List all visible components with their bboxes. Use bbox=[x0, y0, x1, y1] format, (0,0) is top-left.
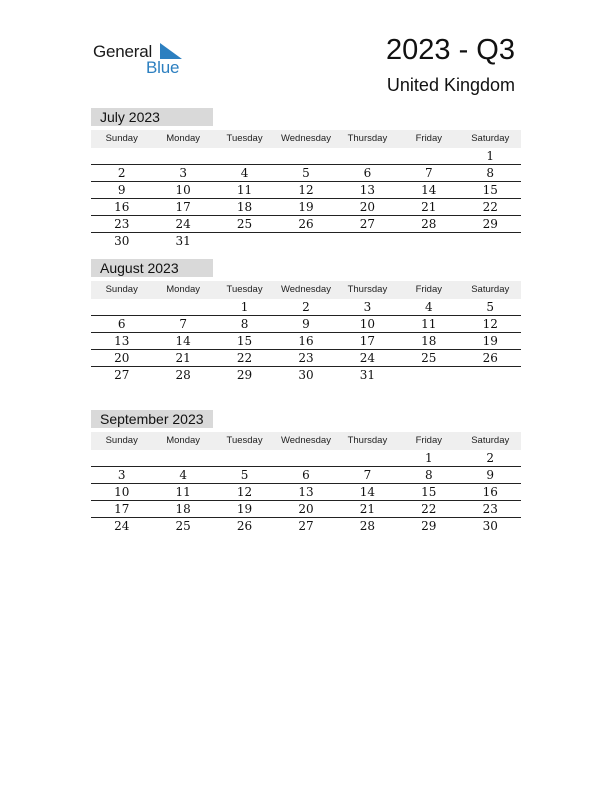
day-cell bbox=[214, 450, 275, 466]
day-cell bbox=[275, 233, 336, 249]
month-title: July 2023 bbox=[91, 108, 213, 126]
day-cell bbox=[398, 148, 459, 164]
day-cell: 9 bbox=[117, 183, 126, 197]
day-cell: 4 bbox=[425, 300, 433, 314]
month-september bbox=[91, 410, 521, 534]
day-cell: 12 bbox=[482, 317, 498, 331]
day-cell: 23 bbox=[482, 502, 498, 516]
day-cell: 26 bbox=[236, 519, 253, 533]
day-cell: 13 bbox=[298, 485, 314, 499]
day-cell: 11 bbox=[236, 183, 253, 197]
week-row bbox=[91, 350, 521, 367]
week-row bbox=[91, 299, 521, 316]
day-cell: 17 bbox=[114, 502, 130, 516]
week-row bbox=[91, 501, 521, 518]
day-cell: 1 bbox=[240, 300, 249, 314]
day-cell: 22 bbox=[236, 351, 253, 365]
weekday-label: Wednesday bbox=[280, 284, 331, 295]
day-cell: 21 bbox=[175, 351, 191, 365]
week-row bbox=[91, 233, 521, 249]
weekday-label: Friday bbox=[415, 435, 443, 446]
page-subtitle: United Kingdom bbox=[386, 75, 515, 95]
weekday-label: Sunday bbox=[105, 284, 138, 295]
day-cell: 20 bbox=[114, 351, 130, 365]
week-row bbox=[91, 518, 521, 534]
day-cell: 21 bbox=[359, 502, 376, 516]
day-cell bbox=[152, 148, 213, 164]
day-cell: 19 bbox=[236, 502, 253, 516]
month-july bbox=[91, 108, 521, 249]
weekday-label: Friday bbox=[415, 284, 443, 295]
page-title: 2023 - Q3 bbox=[386, 34, 515, 66]
day-cell: 19 bbox=[298, 200, 314, 214]
day-cell: 11 bbox=[421, 317, 437, 331]
month-august bbox=[91, 259, 521, 383]
week-row bbox=[91, 182, 521, 199]
logo-text-blue: Blue bbox=[146, 58, 180, 77]
day-cell: 24 bbox=[114, 519, 130, 533]
day-cell: 27 bbox=[298, 519, 314, 533]
day-cell: 21 bbox=[421, 200, 437, 214]
day-cell: 13 bbox=[359, 183, 376, 197]
day-cell: 25 bbox=[175, 519, 191, 533]
day-cell: 13 bbox=[114, 334, 130, 348]
day-cell: 30 bbox=[114, 234, 130, 248]
day-cell: 1 bbox=[425, 451, 433, 465]
month-title: August 2023 bbox=[91, 259, 213, 277]
weekday-header-row bbox=[91, 281, 521, 299]
day-cell: 23 bbox=[114, 217, 130, 231]
day-cell: 17 bbox=[175, 200, 191, 214]
day-cell: 27 bbox=[114, 368, 130, 382]
day-cell: 8 bbox=[240, 317, 249, 331]
day-cell bbox=[275, 148, 336, 164]
day-cell: 14 bbox=[359, 485, 376, 499]
day-cell: 19 bbox=[482, 334, 498, 348]
day-cell: 14 bbox=[421, 183, 437, 197]
weekday-label: Thursday bbox=[347, 133, 388, 144]
day-cell bbox=[337, 450, 398, 466]
week-row bbox=[91, 333, 521, 350]
day-cell bbox=[91, 299, 152, 315]
week-row bbox=[91, 367, 521, 383]
day-cell: 12 bbox=[298, 183, 314, 197]
day-cell: 10 bbox=[175, 183, 191, 197]
day-cell: 28 bbox=[359, 519, 376, 533]
logo-triangle-icon bbox=[160, 43, 182, 59]
day-cell: 5 bbox=[302, 166, 310, 180]
day-cell bbox=[398, 367, 459, 383]
day-cell: 23 bbox=[298, 351, 314, 365]
week-row bbox=[91, 165, 521, 182]
day-cell: 31 bbox=[359, 368, 376, 382]
day-cell: 12 bbox=[236, 485, 253, 499]
day-cell bbox=[152, 450, 213, 466]
day-cell bbox=[337, 233, 398, 249]
day-cell: 22 bbox=[421, 502, 437, 516]
day-cell: 7 bbox=[363, 468, 372, 482]
weekday-label: Wednesday bbox=[280, 435, 331, 446]
day-cell: 20 bbox=[298, 502, 314, 516]
weekday-header-row bbox=[91, 432, 521, 450]
day-cell: 2 bbox=[117, 166, 126, 180]
day-cell: 10 bbox=[359, 317, 376, 331]
day-cell: 22 bbox=[482, 200, 498, 214]
day-cell bbox=[460, 367, 521, 383]
week-row bbox=[91, 450, 521, 467]
weekday-label: Monday bbox=[166, 284, 201, 295]
day-cell: 29 bbox=[421, 519, 437, 533]
day-cell: 14 bbox=[175, 334, 191, 348]
day-cell bbox=[337, 148, 398, 164]
day-cell: 5 bbox=[486, 300, 495, 314]
day-cell: 16 bbox=[482, 485, 498, 499]
day-cell: 3 bbox=[179, 166, 187, 180]
day-cell: 18 bbox=[421, 334, 437, 348]
day-cell: 2 bbox=[486, 451, 495, 465]
day-cell: 6 bbox=[363, 166, 372, 180]
weekday-label: Tuesday bbox=[226, 133, 263, 144]
day-cell: 30 bbox=[298, 368, 314, 382]
day-cell bbox=[214, 148, 275, 164]
day-cell bbox=[152, 299, 213, 315]
day-cell bbox=[91, 450, 152, 466]
day-cell: 11 bbox=[175, 485, 191, 499]
day-cell: 28 bbox=[175, 368, 191, 382]
weekday-label: Sunday bbox=[105, 435, 138, 446]
day-cell: 2 bbox=[302, 300, 310, 314]
day-cell: 26 bbox=[298, 217, 314, 231]
day-cell bbox=[275, 450, 336, 466]
weekday-label: Saturday bbox=[471, 435, 510, 446]
day-cell: 10 bbox=[114, 485, 130, 499]
day-cell: 25 bbox=[236, 217, 253, 231]
weekday-label: Saturday bbox=[471, 284, 510, 295]
week-row bbox=[91, 467, 521, 484]
day-cell: 5 bbox=[240, 468, 249, 482]
day-cell: 30 bbox=[482, 519, 498, 533]
weekday-label: Tuesday bbox=[226, 284, 263, 295]
day-cell: 24 bbox=[359, 351, 376, 365]
weekday-label: Monday bbox=[166, 435, 201, 446]
day-cell bbox=[460, 233, 521, 249]
day-cell: 4 bbox=[179, 468, 187, 482]
weekday-label: Wednesday bbox=[280, 133, 331, 144]
weekday-label: Monday bbox=[166, 133, 201, 144]
day-cell: 31 bbox=[175, 234, 191, 248]
day-cell: 26 bbox=[482, 351, 498, 365]
day-cell: 25 bbox=[421, 351, 437, 365]
weekday-label: Saturday bbox=[471, 133, 510, 144]
day-cell: 1 bbox=[486, 149, 495, 163]
day-cell: 17 bbox=[359, 334, 376, 348]
day-cell: 15 bbox=[236, 334, 253, 348]
day-cell: 28 bbox=[421, 217, 437, 231]
week-row bbox=[91, 316, 521, 333]
weekday-label: Thursday bbox=[347, 284, 388, 295]
logo-text-general: General bbox=[93, 42, 153, 61]
week-row bbox=[91, 216, 521, 233]
day-cell: 18 bbox=[175, 502, 191, 516]
day-cell: 16 bbox=[114, 200, 130, 214]
day-cell: 8 bbox=[486, 166, 495, 180]
day-cell bbox=[91, 148, 152, 164]
day-cell: 6 bbox=[117, 317, 126, 331]
weekday-label: Tuesday bbox=[226, 435, 263, 446]
week-row bbox=[91, 484, 521, 501]
day-cell bbox=[214, 233, 275, 249]
day-cell: 20 bbox=[359, 200, 376, 214]
day-cell: 9 bbox=[302, 317, 310, 331]
week-row bbox=[91, 199, 521, 216]
day-cell: 15 bbox=[421, 485, 437, 499]
day-cell: 29 bbox=[482, 217, 498, 231]
day-cell: 3 bbox=[117, 468, 126, 482]
day-cell: 7 bbox=[425, 166, 433, 180]
day-cell: 8 bbox=[425, 468, 433, 482]
day-cell: 6 bbox=[302, 468, 310, 482]
day-cell: 27 bbox=[359, 217, 376, 231]
weekday-label: Thursday bbox=[347, 435, 388, 446]
month-title: September 2023 bbox=[91, 410, 213, 428]
day-cell: 3 bbox=[363, 300, 372, 314]
week-row bbox=[91, 148, 521, 165]
weekday-label: Friday bbox=[415, 133, 443, 144]
day-cell: 24 bbox=[175, 217, 191, 231]
day-cell: 9 bbox=[486, 468, 495, 482]
weekday-label: Sunday bbox=[105, 133, 138, 144]
day-cell: 7 bbox=[179, 317, 187, 331]
day-cell: 15 bbox=[482, 183, 498, 197]
day-cell bbox=[398, 233, 459, 249]
day-cell: 16 bbox=[298, 334, 314, 348]
generalblue-logo bbox=[93, 40, 203, 80]
day-cell: 18 bbox=[236, 200, 253, 214]
weekday-header-row bbox=[91, 130, 521, 148]
day-cell: 4 bbox=[240, 166, 249, 180]
day-cell: 29 bbox=[236, 368, 253, 382]
